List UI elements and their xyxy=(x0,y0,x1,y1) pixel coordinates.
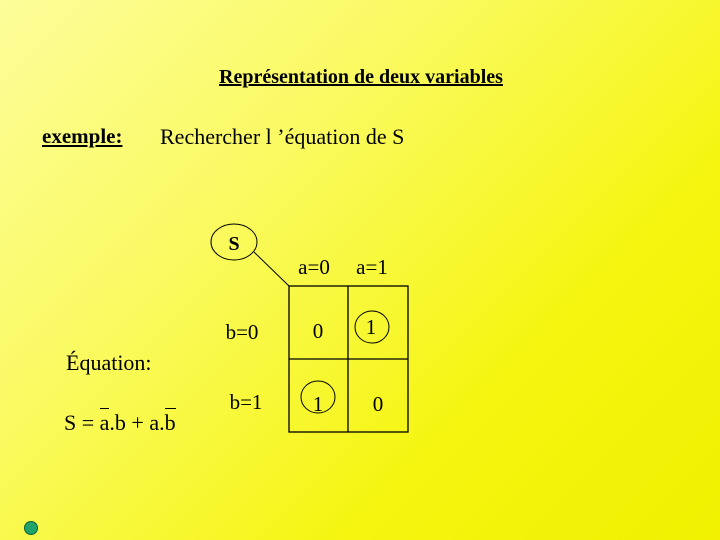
row-header-b0: b=0 xyxy=(225,320,259,344)
output-label: S xyxy=(228,233,240,255)
formula-middle: .b + a. xyxy=(109,410,165,435)
equation-label: Équation: xyxy=(66,350,152,375)
formula-b-bar: b xyxy=(164,410,176,435)
corner-connector-line xyxy=(254,252,289,286)
formula-prefix: S = xyxy=(64,410,100,435)
example-label: exemple: xyxy=(42,124,123,148)
equation-formula xyxy=(64,410,176,436)
col-header-a1: a=1 xyxy=(356,255,388,279)
col-header-a0: a=0 xyxy=(298,255,330,279)
cell-a1-b1: 0 xyxy=(372,392,384,416)
example-text: Rechercher l ’équation de S xyxy=(160,124,405,149)
cell-a1-b0: 1 xyxy=(365,315,377,339)
cell-a0-b0: 0 xyxy=(312,319,324,343)
slide-title: Représentation de deux variables xyxy=(219,66,503,88)
bullet-dot-icon xyxy=(24,521,38,535)
formula-a-bar: a xyxy=(99,410,110,435)
row-header-b1: b=1 xyxy=(229,390,263,414)
cell-a0-b1: 1 xyxy=(312,392,324,416)
